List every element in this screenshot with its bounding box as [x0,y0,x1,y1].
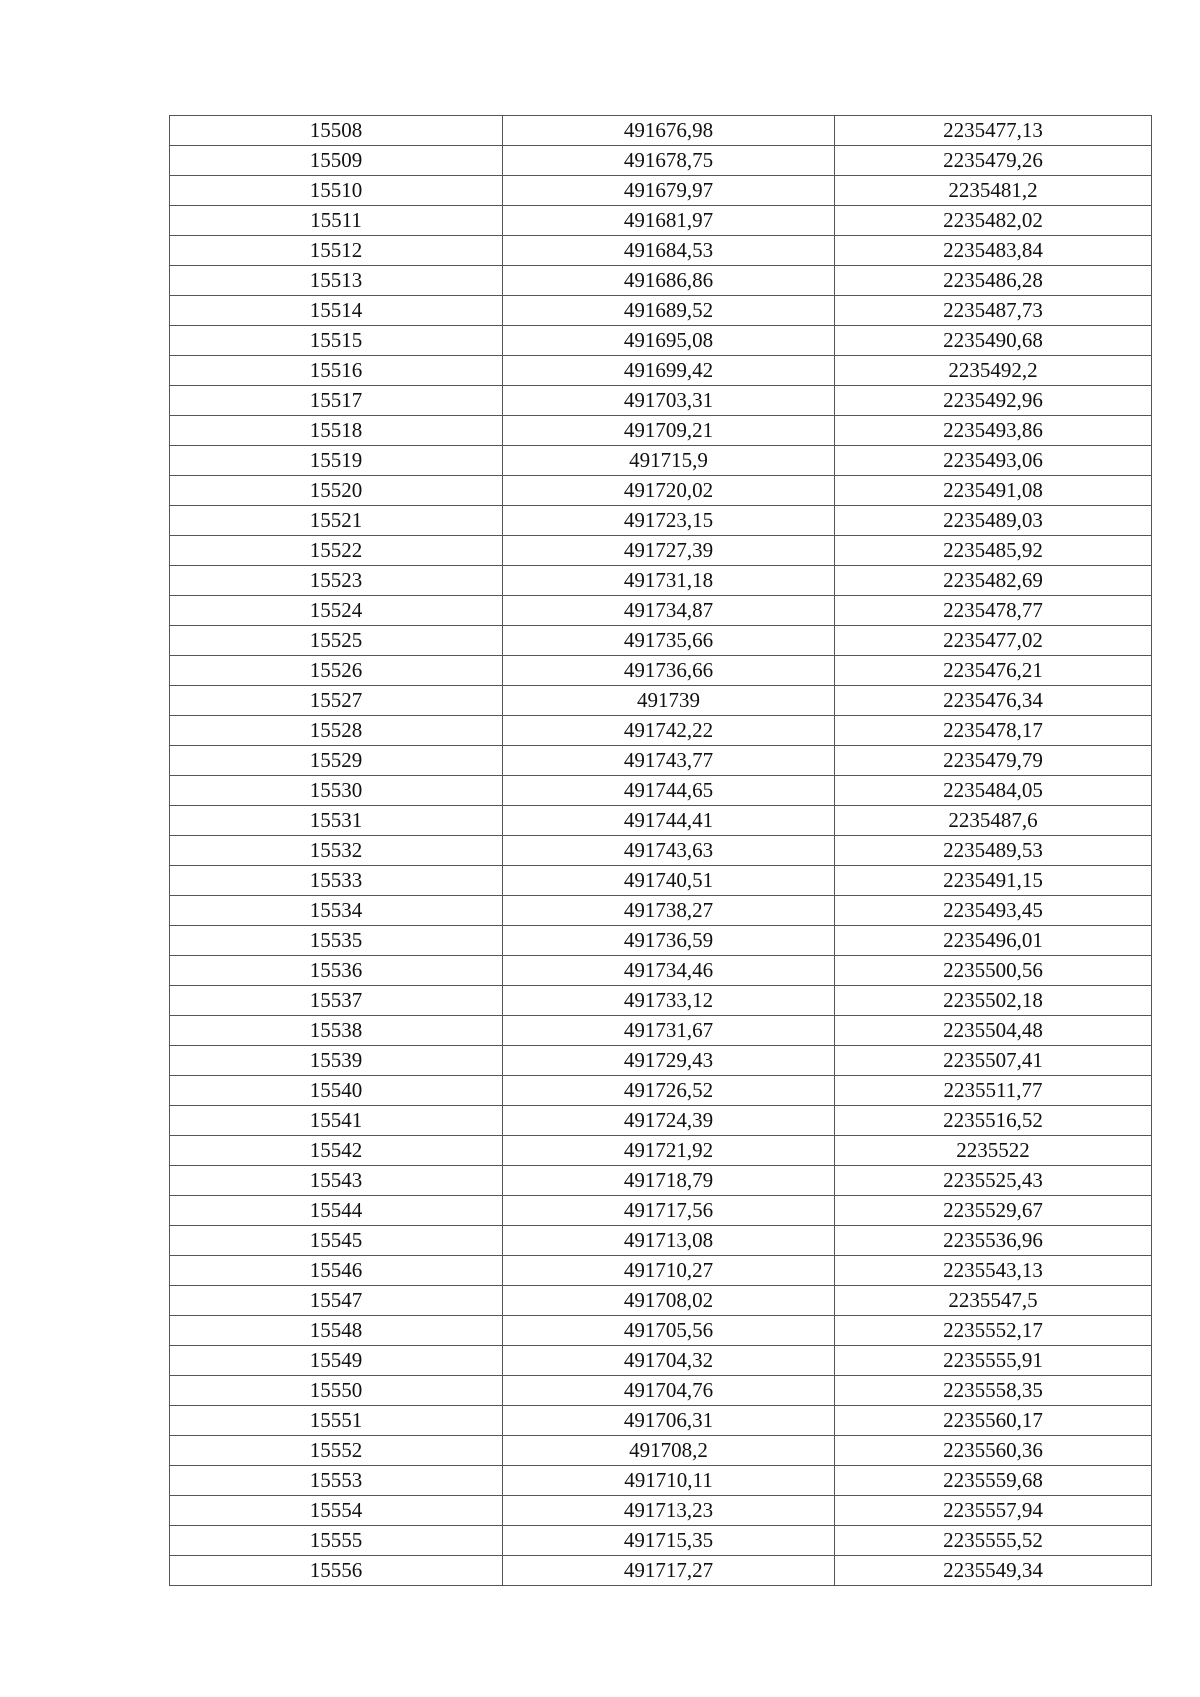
x-coordinate-cell: 491704,32 [503,1346,835,1376]
table-row [170,1346,1152,1376]
x-coordinate-cell: 491733,12 [503,986,835,1016]
y-coordinate-cell: 2235483,84 [835,236,1152,266]
y-coordinate-cell: 2235555,52 [835,1526,1152,1556]
point-number-cell: 15515 [170,326,503,356]
x-coordinate-cell: 491715,9 [503,446,835,476]
table-row [170,1046,1152,1076]
x-coordinate-cell: 491706,31 [503,1406,835,1436]
x-coordinate-cell: 491718,79 [503,1166,835,1196]
x-coordinate-cell: 491678,75 [503,146,835,176]
x-coordinate-cell: 491736,66 [503,656,835,686]
table-row [170,1286,1152,1316]
x-coordinate-cell: 491684,53 [503,236,835,266]
y-coordinate-cell: 2235477,13 [835,116,1152,146]
x-coordinate-cell: 491744,41 [503,806,835,836]
y-coordinate-cell: 2235558,35 [835,1376,1152,1406]
table-row [170,1196,1152,1226]
point-number-cell: 15528 [170,716,503,746]
table-row [170,1016,1152,1046]
point-number-cell: 15553 [170,1466,503,1496]
x-coordinate-cell: 491709,21 [503,416,835,446]
coordinates-table-body [170,116,1152,1586]
x-coordinate-cell: 491724,39 [503,1106,835,1136]
x-coordinate-cell: 491731,18 [503,566,835,596]
table-row [170,326,1152,356]
y-coordinate-cell: 2235511,77 [835,1076,1152,1106]
point-number-cell: 15509 [170,146,503,176]
point-number-cell: 15556 [170,1556,503,1586]
x-coordinate-cell: 491715,35 [503,1526,835,1556]
table-row [170,1166,1152,1196]
table-row [170,236,1152,266]
x-coordinate-cell: 491713,23 [503,1496,835,1526]
x-coordinate-cell: 491743,77 [503,746,835,776]
table-row [170,806,1152,836]
point-number-cell: 15526 [170,656,503,686]
point-number-cell: 15508 [170,116,503,146]
point-number-cell: 15534 [170,896,503,926]
y-coordinate-cell: 2235482,02 [835,206,1152,236]
x-coordinate-cell: 491717,56 [503,1196,835,1226]
table-row [170,896,1152,926]
point-number-cell: 15539 [170,1046,503,1076]
x-coordinate-cell: 491727,39 [503,536,835,566]
x-coordinate-cell: 491689,52 [503,296,835,326]
coordinates-table [169,115,1152,1586]
table-row [170,1406,1152,1436]
y-coordinate-cell: 2235491,08 [835,476,1152,506]
table-row [170,446,1152,476]
y-coordinate-cell: 2235479,79 [835,746,1152,776]
x-coordinate-cell: 491742,22 [503,716,835,746]
y-coordinate-cell: 2235559,68 [835,1466,1152,1496]
table-row [170,596,1152,626]
x-coordinate-cell: 491679,97 [503,176,835,206]
table-row [170,626,1152,656]
y-coordinate-cell: 2235547,5 [835,1286,1152,1316]
point-number-cell: 15542 [170,1136,503,1166]
point-number-cell: 15513 [170,266,503,296]
y-coordinate-cell: 2235507,41 [835,1046,1152,1076]
y-coordinate-cell: 2235493,86 [835,416,1152,446]
point-number-cell: 15546 [170,1256,503,1286]
x-coordinate-cell: 491676,98 [503,116,835,146]
table-row [170,1556,1152,1586]
x-coordinate-cell: 491734,87 [503,596,835,626]
table-row [170,836,1152,866]
y-coordinate-cell: 2235502,18 [835,986,1152,1016]
point-number-cell: 15537 [170,986,503,1016]
point-number-cell: 15532 [170,836,503,866]
y-coordinate-cell: 2235560,17 [835,1406,1152,1436]
y-coordinate-cell: 2235481,2 [835,176,1152,206]
point-number-cell: 15551 [170,1406,503,1436]
point-number-cell: 15547 [170,1286,503,1316]
table-row [170,266,1152,296]
table-row [170,1316,1152,1346]
point-number-cell: 15552 [170,1436,503,1466]
x-coordinate-cell: 491710,27 [503,1256,835,1286]
point-number-cell: 15530 [170,776,503,806]
point-number-cell: 15544 [170,1196,503,1226]
x-coordinate-cell: 491708,2 [503,1436,835,1466]
x-coordinate-cell: 491695,08 [503,326,835,356]
table-row [170,986,1152,1016]
y-coordinate-cell: 2235492,2 [835,356,1152,386]
point-number-cell: 15516 [170,356,503,386]
x-coordinate-cell: 491710,11 [503,1466,835,1496]
y-coordinate-cell: 2235487,73 [835,296,1152,326]
y-coordinate-cell: 2235557,94 [835,1496,1152,1526]
x-coordinate-cell: 491736,59 [503,926,835,956]
table-row [170,206,1152,236]
table-row [170,686,1152,716]
x-coordinate-cell: 491720,02 [503,476,835,506]
y-coordinate-cell: 2235536,96 [835,1226,1152,1256]
point-number-cell: 15533 [170,866,503,896]
y-coordinate-cell: 2235493,45 [835,896,1152,926]
point-number-cell: 15541 [170,1106,503,1136]
y-coordinate-cell: 2235492,96 [835,386,1152,416]
table-row [170,1106,1152,1136]
y-coordinate-cell: 2235476,21 [835,656,1152,686]
point-number-cell: 15524 [170,596,503,626]
y-coordinate-cell: 2235504,48 [835,1016,1152,1046]
table-row [170,746,1152,776]
point-number-cell: 15549 [170,1346,503,1376]
y-coordinate-cell: 2235487,6 [835,806,1152,836]
point-number-cell: 15545 [170,1226,503,1256]
x-coordinate-cell: 491705,56 [503,1316,835,1346]
point-number-cell: 15519 [170,446,503,476]
table-row [170,956,1152,986]
table-row [170,146,1152,176]
table-row [170,1376,1152,1406]
y-coordinate-cell: 2235479,26 [835,146,1152,176]
table-row [170,1526,1152,1556]
x-coordinate-cell: 491708,02 [503,1286,835,1316]
y-coordinate-cell: 2235525,43 [835,1166,1152,1196]
x-coordinate-cell: 491686,86 [503,266,835,296]
point-number-cell: 15538 [170,1016,503,1046]
table-row [170,506,1152,536]
y-coordinate-cell: 2235493,06 [835,446,1152,476]
table-row [170,116,1152,146]
x-coordinate-cell: 491729,43 [503,1046,835,1076]
point-number-cell: 15540 [170,1076,503,1106]
x-coordinate-cell: 491738,27 [503,896,835,926]
y-coordinate-cell: 2235543,13 [835,1256,1152,1286]
table-row [170,1136,1152,1166]
y-coordinate-cell: 2235516,52 [835,1106,1152,1136]
y-coordinate-cell: 2235476,34 [835,686,1152,716]
y-coordinate-cell: 2235549,34 [835,1556,1152,1586]
y-coordinate-cell: 2235560,36 [835,1436,1152,1466]
x-coordinate-cell: 491731,67 [503,1016,835,1046]
x-coordinate-cell: 491703,31 [503,386,835,416]
y-coordinate-cell: 2235522 [835,1136,1152,1166]
x-coordinate-cell: 491740,51 [503,866,835,896]
y-coordinate-cell: 2235529,67 [835,1196,1152,1226]
y-coordinate-cell: 2235486,28 [835,266,1152,296]
point-number-cell: 15521 [170,506,503,536]
y-coordinate-cell: 2235490,68 [835,326,1152,356]
x-coordinate-cell: 491735,66 [503,626,835,656]
table-row [170,1436,1152,1466]
y-coordinate-cell: 2235555,91 [835,1346,1152,1376]
x-coordinate-cell: 491713,08 [503,1226,835,1256]
x-coordinate-cell: 491717,27 [503,1556,835,1586]
point-number-cell: 15529 [170,746,503,776]
x-coordinate-cell: 491734,46 [503,956,835,986]
x-coordinate-cell: 491704,76 [503,1376,835,1406]
table-row [170,416,1152,446]
point-number-cell: 15525 [170,626,503,656]
table-row [170,296,1152,326]
point-number-cell: 15522 [170,536,503,566]
y-coordinate-cell: 2235484,05 [835,776,1152,806]
y-coordinate-cell: 2235491,15 [835,866,1152,896]
point-number-cell: 15517 [170,386,503,416]
table-row [170,716,1152,746]
point-number-cell: 15554 [170,1496,503,1526]
point-number-cell: 15536 [170,956,503,986]
point-number-cell: 15535 [170,926,503,956]
table-row [170,566,1152,596]
x-coordinate-cell: 491699,42 [503,356,835,386]
x-coordinate-cell: 491739 [503,686,835,716]
point-number-cell: 15512 [170,236,503,266]
y-coordinate-cell: 2235477,02 [835,626,1152,656]
y-coordinate-cell: 2235552,17 [835,1316,1152,1346]
table-row [170,1256,1152,1286]
x-coordinate-cell: 491721,92 [503,1136,835,1166]
table-row [170,776,1152,806]
table-row [170,1466,1152,1496]
point-number-cell: 15514 [170,296,503,326]
table-row [170,356,1152,386]
point-number-cell: 15531 [170,806,503,836]
table-row [170,926,1152,956]
table-row [170,1076,1152,1106]
x-coordinate-cell: 491723,15 [503,506,835,536]
table-row [170,656,1152,686]
table-row [170,476,1152,506]
table-row [170,866,1152,896]
point-number-cell: 15548 [170,1316,503,1346]
point-number-cell: 15543 [170,1166,503,1196]
y-coordinate-cell: 2235489,53 [835,836,1152,866]
point-number-cell: 15518 [170,416,503,446]
y-coordinate-cell: 2235496,01 [835,926,1152,956]
y-coordinate-cell: 2235489,03 [835,506,1152,536]
y-coordinate-cell: 2235482,69 [835,566,1152,596]
point-number-cell: 15523 [170,566,503,596]
point-number-cell: 15510 [170,176,503,206]
x-coordinate-cell: 491744,65 [503,776,835,806]
point-number-cell: 15520 [170,476,503,506]
y-coordinate-cell: 2235478,77 [835,596,1152,626]
point-number-cell: 15555 [170,1526,503,1556]
y-coordinate-cell: 2235500,56 [835,956,1152,986]
y-coordinate-cell: 2235478,17 [835,716,1152,746]
x-coordinate-cell: 491726,52 [503,1076,835,1106]
point-number-cell: 15550 [170,1376,503,1406]
x-coordinate-cell: 491681,97 [503,206,835,236]
x-coordinate-cell: 491743,63 [503,836,835,866]
table-row [170,176,1152,206]
table-row [170,1226,1152,1256]
table-row [170,536,1152,566]
table-row [170,386,1152,416]
table-row [170,1496,1152,1526]
point-number-cell: 15511 [170,206,503,236]
y-coordinate-cell: 2235485,92 [835,536,1152,566]
point-number-cell: 15527 [170,686,503,716]
